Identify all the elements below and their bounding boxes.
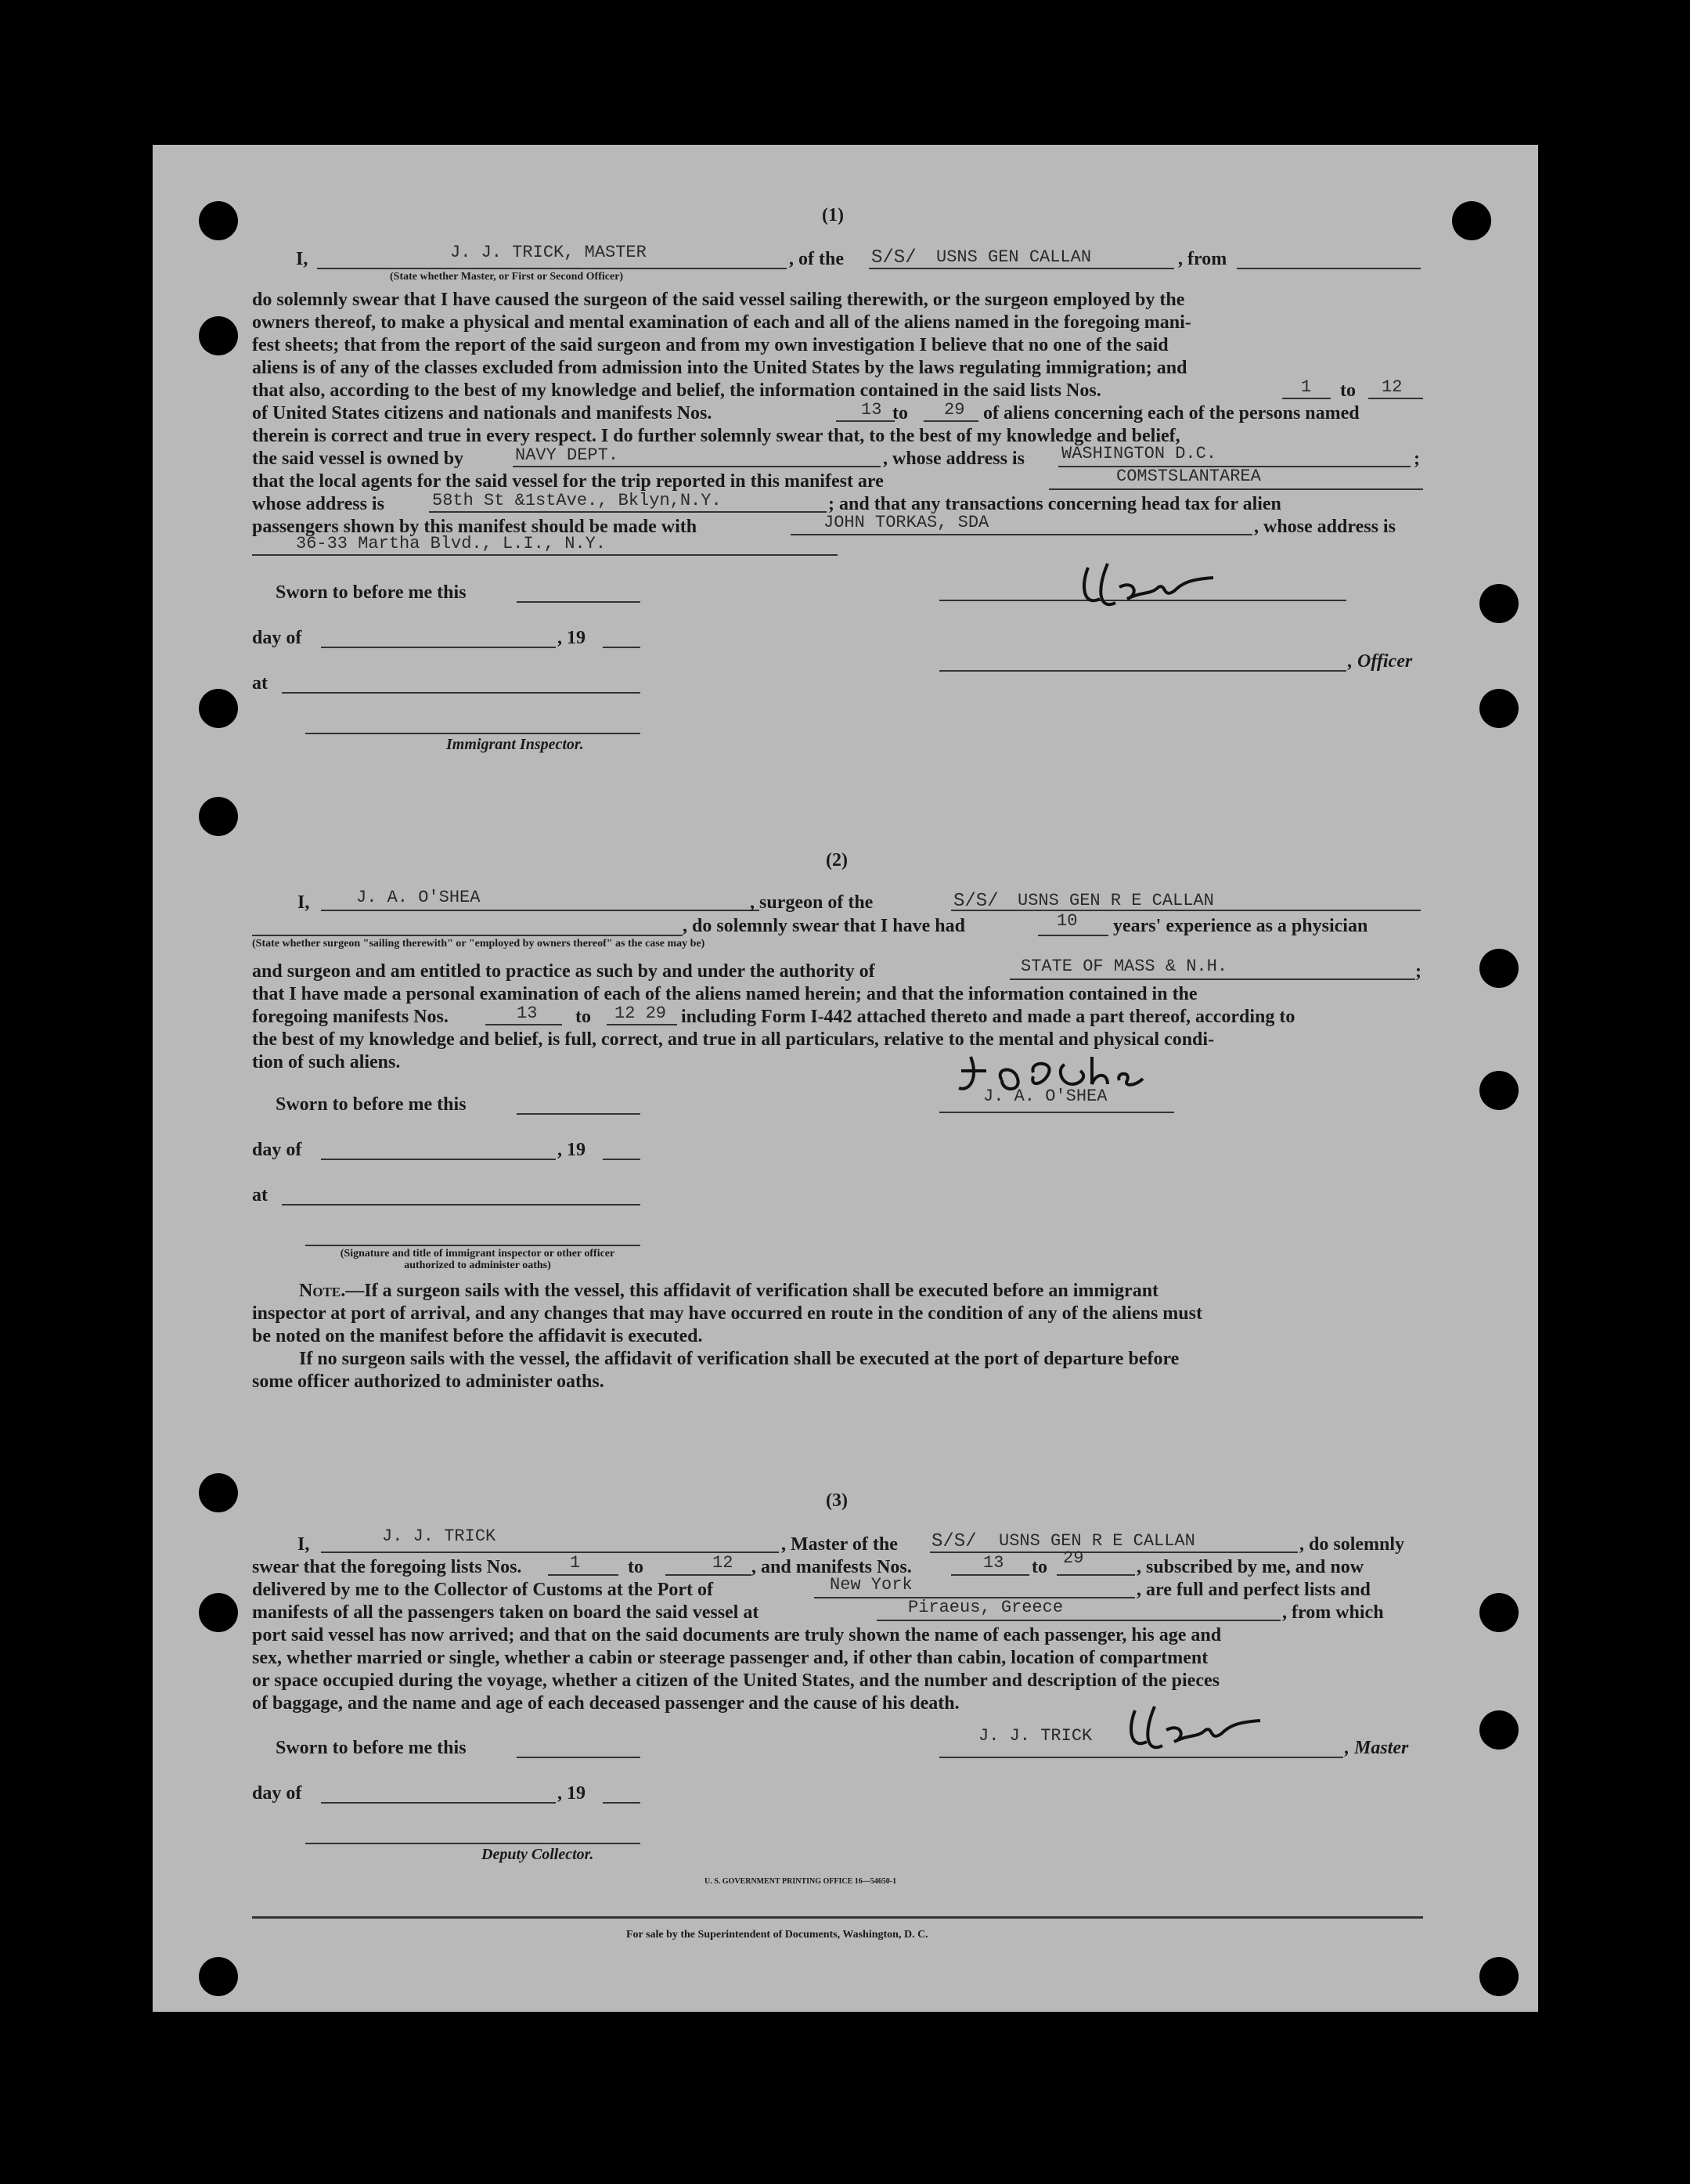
at-label: at bbox=[252, 1185, 268, 1206]
para1-line11a: passengers shown by this manifest should be made with bbox=[252, 517, 697, 537]
lists-from-value: 1 bbox=[570, 1553, 581, 1573]
label-solemnly: , do solemnly bbox=[1299, 1534, 1405, 1555]
para2-line7: tion of such aliens. bbox=[252, 1052, 401, 1072]
years-value: 10 bbox=[1057, 911, 1078, 931]
para2-line6: the best of my knowledge and belief, is full, correct, and true in all particulars, relative to the mental and physical condi- bbox=[252, 1029, 1215, 1050]
para1-line4: aliens is of any of the classes excluded from admission into the United States by the laws regulating immigration; and bbox=[252, 358, 1187, 378]
para3-line7: or space occupied during the voyage, whether a citizen of the United States, and the number and description of the pieces bbox=[252, 1670, 1220, 1691]
note-line5: some officer authorized to administer oaths. bbox=[252, 1371, 604, 1392]
manifests-to-line bbox=[924, 420, 978, 422]
manifests-to-value: 12 29 bbox=[614, 1004, 667, 1023]
departure-line bbox=[877, 1620, 1281, 1621]
punch-hole bbox=[199, 316, 238, 355]
manifests-from-line bbox=[836, 420, 895, 422]
swear-b: years' experience as a physician bbox=[1113, 916, 1368, 936]
day-of-label: day of bbox=[252, 1140, 302, 1160]
master-sig-line bbox=[939, 1757, 1343, 1758]
para1-line3: fest sheets; that from the report of the said surgeon and from my own investigation I believe that no one of the said bbox=[252, 335, 1169, 355]
lists-to-line bbox=[1368, 398, 1423, 399]
contact-address-value: 36-33 Martha Blvd., L.I., N.Y. bbox=[296, 534, 607, 553]
year-line bbox=[603, 1159, 640, 1160]
vessel-line bbox=[869, 268, 1174, 269]
semicolon: ; bbox=[1415, 961, 1422, 982]
day-of-line bbox=[321, 1159, 556, 1160]
vessel-value: USNS GEN CALLAN bbox=[936, 247, 1092, 267]
para3-line2a: swear that the foregoing lists Nos. bbox=[252, 1557, 522, 1577]
surgeon-caption: (State whether surgeon "sailing therewith" or "employed by owners thereof" as the case may be) bbox=[252, 938, 705, 950]
at-label: at bbox=[252, 673, 268, 694]
para1-line1: do solemnly swear that I have caused the surgeon of the said vessel sailing therewith, or the surgeon employed by the bbox=[252, 290, 1185, 310]
inspector-line bbox=[305, 1245, 640, 1246]
manifests-to-value: 29 bbox=[944, 400, 965, 420]
vessel-prefix: S/S/ bbox=[953, 891, 999, 912]
sworn-label: Sworn to before me this bbox=[276, 1738, 467, 1758]
para3-line5: port said vessel has now arrived; and that on the said documents are truly shown the name of each passenger, his age and bbox=[252, 1625, 1222, 1645]
punch-hole bbox=[199, 201, 238, 240]
footer-rule bbox=[252, 1916, 1423, 1919]
para3-line3a: delivered by me to the Collector of Customs at the Port of bbox=[252, 1580, 713, 1600]
inspector-line bbox=[305, 733, 640, 734]
para1-line6a: of United States citizens and nationals and manifests Nos. bbox=[252, 403, 712, 423]
para1-line10b: ; and that any transactions concerning head tax for alien bbox=[828, 494, 1281, 514]
para3-line2c: , subscribed by me, and now bbox=[1137, 1557, 1364, 1577]
note-line2: inspector at port of arrival, and any changes that may have occurred en route in the condition of any of the aliens must bbox=[252, 1303, 1202, 1324]
inspector-caption: (Signature and title of immigrant inspector or other officer authorized to administer oaths) bbox=[340, 1248, 615, 1271]
label-i: I, bbox=[297, 892, 310, 913]
note-label: Note. bbox=[299, 1281, 346, 1301]
para1-line11b: , whose address is bbox=[1254, 517, 1396, 537]
label-to-2: to bbox=[1032, 1557, 1047, 1577]
surgeon-name-line bbox=[321, 910, 759, 911]
manifests-to-value: 29 bbox=[1063, 1548, 1084, 1568]
sworn-label: Sworn to before me this bbox=[276, 1094, 467, 1115]
para1-line7: therein is correct and true in every respect. I do further solemnly swear that, to the best of my knowledge and belief, bbox=[252, 426, 1180, 446]
para1-line8b: , whose address is bbox=[883, 449, 1025, 469]
para1-line2: owners thereof, to make a physical and mental examination of each and all of the aliens named in the foregoing mani- bbox=[252, 312, 1191, 333]
note-line4: If no surgeon sails with the vessel, the affidavit of verification shall be executed at the port of departure before bbox=[299, 1349, 1180, 1369]
owner-address-value: WASHINGTON D.C. bbox=[1061, 444, 1217, 463]
manifests-from-value: 13 bbox=[517, 1004, 538, 1023]
label-i: I, bbox=[296, 249, 308, 269]
para2-line5a: foregoing manifests Nos. bbox=[252, 1007, 449, 1027]
manifests-to-line bbox=[1057, 1574, 1135, 1576]
officer-sig-line-2 bbox=[939, 670, 1346, 672]
document-page bbox=[153, 145, 1538, 2012]
manifests-from-line bbox=[951, 1574, 1029, 1576]
manifests-from-value: 13 bbox=[983, 1553, 1004, 1573]
note-text: —If a surgeon sails with the vessel, this affidavit of verification shall be executed before an immigrant bbox=[345, 1281, 1159, 1301]
punch-hole bbox=[199, 1593, 238, 1632]
para3-line3b: , are full and perfect lists and bbox=[1137, 1580, 1371, 1600]
agents-line bbox=[1049, 488, 1423, 490]
vessel-prefix: S/S/ bbox=[871, 247, 917, 268]
para1-line8a: the said vessel is owned by bbox=[252, 449, 464, 469]
master-caption: (State whether Master, or First or Second Officer) bbox=[390, 271, 624, 283]
note-line1 bbox=[299, 1281, 1158, 1302]
agents-address-value: 58th St &1stAve., Bklyn,N.Y. bbox=[432, 491, 722, 510]
master-signature-typed: J. J. TRICK bbox=[978, 1726, 1093, 1746]
sale-notice: For sale by the Superintendent of Documents, Washington, D. C. bbox=[626, 1929, 928, 1941]
lists-from-line bbox=[1282, 398, 1331, 399]
surgeon-sig-line bbox=[939, 1112, 1174, 1113]
day-of-line bbox=[321, 1802, 556, 1804]
section-number: (2) bbox=[826, 850, 848, 870]
head-tax-contact-line bbox=[791, 534, 1252, 535]
para3-line8: of baggage, and the name and age of each deceased passenger and the cause of his death. bbox=[252, 1693, 960, 1714]
sworn-line bbox=[517, 1757, 640, 1758]
punch-hole bbox=[1479, 584, 1519, 623]
para1-line10a: whose address is bbox=[252, 494, 384, 514]
para2-line4: that I have made a personal examination of each of the aliens named herein; and that the information contained in the bbox=[252, 984, 1198, 1004]
punch-hole bbox=[1479, 1710, 1519, 1750]
year-label: , 19 bbox=[557, 628, 586, 648]
printing-office: U. S. GOVERNMENT PRINTING OFFICE 16—54650-1 bbox=[704, 1877, 897, 1886]
head-tax-contact-value: JOHN TORKAS, SDA bbox=[823, 513, 989, 532]
authority-line bbox=[1010, 978, 1415, 980]
punch-hole bbox=[1479, 1071, 1519, 1110]
label-to-2: to bbox=[892, 403, 908, 423]
label-i: I, bbox=[297, 1534, 310, 1555]
punch-hole bbox=[1479, 949, 1519, 988]
punch-hole bbox=[199, 797, 238, 836]
label-master-of: , Master of the bbox=[781, 1534, 898, 1555]
master-signature bbox=[1112, 1699, 1284, 1761]
lists-to-value: 12 bbox=[1382, 377, 1403, 397]
authority-value: STATE OF MASS & N.H. bbox=[1021, 957, 1228, 976]
surgeon-name-value: J. A. O'SHEA bbox=[356, 888, 481, 907]
master-name-line bbox=[317, 268, 787, 269]
para1-line6b: of aliens concerning each of the persons named bbox=[983, 403, 1360, 423]
section-number: (3) bbox=[826, 1490, 848, 1511]
punch-hole bbox=[1479, 689, 1519, 728]
at-line bbox=[282, 1204, 640, 1206]
master-label: , Master bbox=[1345, 1738, 1409, 1758]
note-line3: be noted on the manifest before the affidavit is executed. bbox=[252, 1326, 703, 1346]
lists-to-value: 12 bbox=[712, 1553, 733, 1573]
sworn-line bbox=[517, 601, 640, 603]
manifests-to-line bbox=[607, 1024, 677, 1025]
label-surgeon-of: , surgeon of the bbox=[750, 892, 874, 913]
punch-hole bbox=[1479, 1593, 1519, 1632]
master-name-value: J. J. TRICK bbox=[382, 1526, 496, 1546]
label-to: to bbox=[575, 1007, 591, 1027]
owner-line bbox=[513, 466, 881, 467]
para2-line5b: including Form I-442 attached thereto and made a part thereof, according to bbox=[681, 1007, 1295, 1027]
manifests-from-line bbox=[485, 1024, 562, 1025]
port-value: New York bbox=[830, 1575, 913, 1595]
surgeon-status-line bbox=[252, 935, 683, 936]
master-name-line bbox=[321, 1552, 779, 1553]
sworn-line bbox=[517, 1113, 640, 1115]
semicolon: ; bbox=[1414, 449, 1420, 469]
master-signature bbox=[1065, 556, 1237, 618]
lists-from-line bbox=[548, 1574, 618, 1576]
swear-a: , do solemnly swear that I have had bbox=[683, 916, 965, 936]
punch-hole bbox=[1452, 201, 1491, 240]
from-line bbox=[1237, 268, 1421, 269]
surgeon-signature-typed: J. A. O'SHEA bbox=[983, 1087, 1108, 1106]
lists-to-line bbox=[665, 1574, 751, 1576]
agents-value: COMSTSLANTAREA bbox=[1116, 467, 1261, 486]
vessel-value: USNS GEN R E CALLAN bbox=[1018, 891, 1214, 910]
owner-value: NAVY DEPT. bbox=[515, 445, 619, 465]
day-of-label: day of bbox=[252, 1783, 302, 1804]
manifests-from-value: 13 bbox=[861, 400, 882, 420]
section-number: (1) bbox=[822, 205, 844, 225]
year-label: , 19 bbox=[557, 1783, 586, 1804]
inspector-label: Immigrant Inspector. bbox=[446, 736, 584, 753]
para3-line4b: , from which bbox=[1282, 1602, 1384, 1623]
lists-from-value: 1 bbox=[1301, 377, 1312, 397]
deputy-label: Deputy Collector. bbox=[481, 1846, 594, 1863]
label-of-the: , of the bbox=[789, 249, 844, 269]
sworn-label: Sworn to before me this bbox=[276, 582, 467, 603]
master-name-value: J. J. TRICK, MASTER bbox=[450, 243, 647, 262]
years-line bbox=[1038, 935, 1108, 936]
at-line bbox=[282, 692, 640, 694]
deputy-line bbox=[305, 1843, 640, 1844]
year-label: , 19 bbox=[557, 1140, 586, 1160]
vessel-value: USNS GEN R E CALLAN bbox=[999, 1531, 1195, 1551]
contact-address-line bbox=[252, 554, 838, 556]
label-to: to bbox=[1340, 380, 1356, 401]
vessel-prefix: S/S/ bbox=[931, 1531, 977, 1552]
para1-line9a: that the local agents for the said vessel for the trip reported in this manifest are bbox=[252, 471, 884, 492]
day-of-line bbox=[321, 647, 556, 648]
label-to: to bbox=[628, 1557, 643, 1577]
agents-address-line bbox=[429, 511, 827, 513]
departure-value: Piraeus, Greece bbox=[908, 1598, 1064, 1617]
para3-line2b: , and manifests Nos. bbox=[751, 1557, 912, 1577]
year-line bbox=[603, 647, 640, 648]
para3-line6: sex, whether married or single, whether a cabin or steerage passenger and, if other than cabin, location of compartment bbox=[252, 1648, 1209, 1668]
para3-line4a: manifests of all the passengers taken on board the said vessel at bbox=[252, 1602, 759, 1623]
para2-line3a: and surgeon and am entitled to practice as such by and under the authority of bbox=[252, 961, 875, 982]
year-line bbox=[603, 1802, 640, 1804]
day-of-label: day of bbox=[252, 628, 302, 648]
para1-line5: that also, according to the best of my knowledge and belief, the information contained in the said lists Nos. bbox=[252, 380, 1101, 401]
punch-hole bbox=[1479, 1957, 1519, 1996]
punch-hole bbox=[199, 1473, 238, 1512]
officer-label: , Officer bbox=[1348, 651, 1413, 672]
punch-hole bbox=[199, 1957, 238, 1996]
label-from: , from bbox=[1178, 249, 1227, 269]
punch-hole bbox=[199, 689, 238, 728]
